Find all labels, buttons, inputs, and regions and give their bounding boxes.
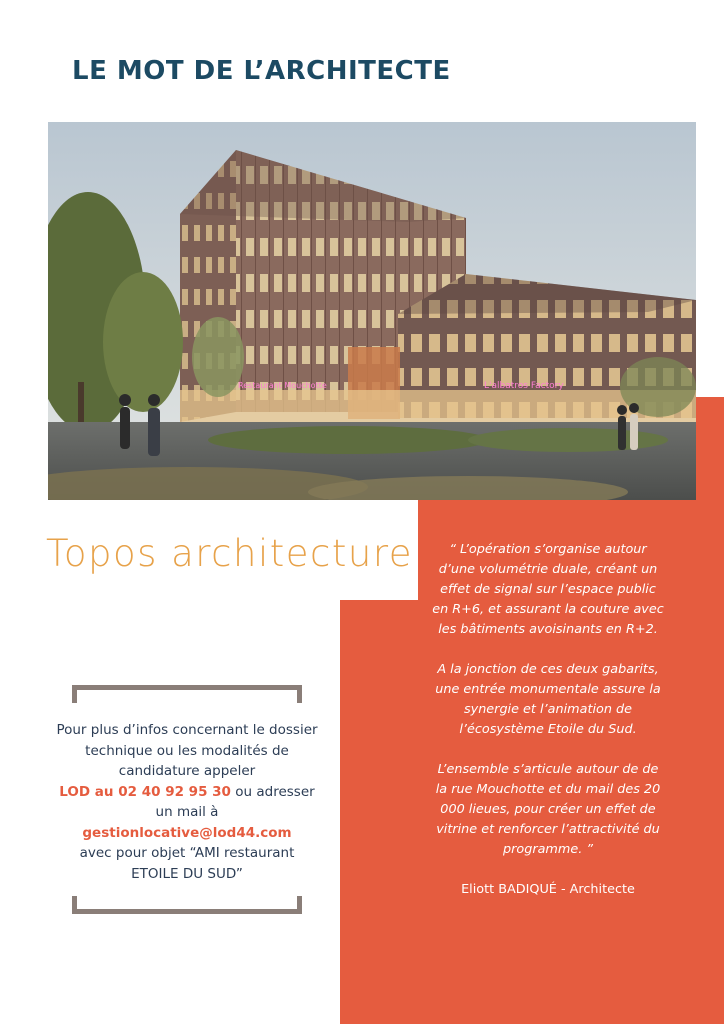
- accent-block: [696, 397, 724, 507]
- contact-frame-bottom: [72, 896, 302, 914]
- contact-info: [56, 720, 318, 884]
- contact-mail-intro: ou adresser un mail à: [155, 783, 315, 820]
- contact-frame-top: [72, 685, 302, 703]
- topos-architecture-logo: Topos architecture: [46, 532, 413, 575]
- factory-sign: L'albatros Factory: [484, 381, 564, 391]
- restaurant-sign: Restaurant Mouchotte: [238, 381, 327, 390]
- quote-author: Eliott BADIQUÉ - Architecte: [461, 882, 635, 897]
- quote-paragraph: A la jonction de ces deux gabarits, une entrée monumentale assure la synergie et l’animation de l’écosystème Etoile du Sud.: [435, 662, 661, 737]
- architect-quote: [432, 540, 664, 920]
- page-title: LE MOT DE L’ARCHITECTE: [72, 56, 451, 86]
- building-rendering-image: [48, 122, 696, 500]
- quote-paragraph: L’ensemble s’articule autour de de la rue Mouchotte et du mail des 20 000 lieues, pour créer un effet de vitrine et renforcer l’attractivité du programme. ”: [435, 762, 661, 857]
- quote-paragraph: “ L’opération s’organise autour d’une volumétrie duale, créant un effet de signal sur l’espace public en R+6, et assurant la couture avec les bâtiments avoisinants en R+2.: [432, 542, 664, 637]
- contact-intro: Pour plus d’infos concernant le dossier technique ou les modalités de candidature appeler: [56, 722, 318, 779]
- email-link[interactable]: gestionlocative@lod44.com: [82, 824, 292, 841]
- phone-number[interactable]: LOD au 02 40 92 95 30: [59, 783, 231, 800]
- contact-subject: avec pour objet “AMI restaurant ETOILE DU SUD”: [79, 845, 295, 882]
